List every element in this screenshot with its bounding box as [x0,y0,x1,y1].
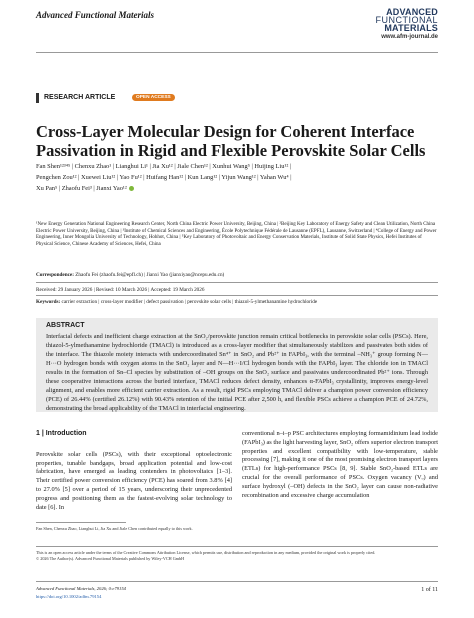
copyright-text: © 2026 The Author(s). Advanced Functional Materials published by Wiley-VCH GmbH [36,555,185,561]
logo-line-2: FUNCTIONAL [375,15,438,25]
footer-doi-link[interactable]: https://doi.org/10.1002/adfm.79154 [36,594,102,599]
license-text: This is an open access article under the terms of the Creative Commons Attribution License, which permits use, distribution and reproduction in any medium, provided the original work is properly cited. [36,550,376,555]
authors-line-3-text: Xu Pan⁵ | Zhaofu Fei³ | Jianxi Yao¹² [36,185,127,192]
equal-contribution-note: Fan Shen, Chenxu Zhao, Lianghui Li, Jia Xu and Jiale Chen contributed equally to this work. [36,526,193,531]
abstract-box [36,318,438,412]
article-type: RESEARCH ARTICLE [44,94,116,101]
header-rule [36,52,438,53]
journal-url[interactable]: www.afm-journal.de [381,34,438,40]
footnote-rule [36,522,126,523]
keywords-text: carrier extraction | cross-layer modifier | defect passivation | perovskite solar cells | thiazol-5-ylmethanamine hydrochloride [61,299,318,305]
correspondence [36,272,224,278]
authors-line-1: Fan Shen¹²³⁴⁵ | Chenxu Zhao¹ | Lianghui Li¹ | Jia Xu¹² | Jiale Chen¹² | Xunhui Wang⁵ | Huijing Liu¹² | [36,163,292,170]
intro-column-1 [36,430,232,512]
article-title: Cross-Layer Molecular Design for Coherent Interface Passivation in Rigid and Flexible Perovskite Solar Cells [36,122,426,160]
authors-line-2: Pengchen Zou¹² | Xuewei Liu¹² | Yao Fu¹² | Huifang Han¹² | Kun Lang¹² | Yijun Wang¹² | Yahan Wu⁴ | [36,174,292,181]
intro-text-2: conventional n–i–p PSC architectures employing formamidinium lead iodide (FAPbI₃) as the light harvesting layer, SnO₂ offers superior electron transport properties and excellent compatibility with low-temperature, stable processing [7], making it one of the most promising electron transport layers (ETLs) for high-performance PSCs [8, 9]. Stable SnO₂-based ETLs are crucial for the overall performance of PSCs. Oxygen vacancy (Vₒ) and surface hydroxyl (–OH) defects in the SnO₂ layer can cause non-radiative recombination and excessive charge accumulation [242,430,438,499]
abstract-heading: ABSTRACT [46,322,85,329]
affiliations: ¹New Energy Generation National Engineering Research Center, North China Electric Power University, Beijing, China | ²Beijing Key Laboratory of Energy Safety and Clean Utilization, North China Electric Power University, Beijing, China | ³Institute of Chemical Sciences and Engineering, École Polytechnique Fédérale de Lausanne (EPFL), Lausanne, Switzerland | ⁴College of Energy and Power Engineering, Inner Mongolia University of Technology, Hohhot, China | ⁵Key Laboratory of Photovoltaic and Energy Conservation Materials, Institute of Solid State Physics, Hefei Institutes of Physical Science, Chinese Academy of Sciences, Hefei, China [36,222,437,247]
intro-text-1: Perovskite solar cells (PSCs), with their exceptional optoelectronic properties, tunable bandgaps, broad application potential and low-cost fabrication, have emerged as leading contenders in photovoltaics [1–3]. Their certified power conversion efficiency (PCE) has soared from 3.8% [4] to 27.0% [5] over a period of 15 years, underscoring their unprecedented progress and positioning them as the fastest-evolving solar technology to date [6]. In [36,450,232,511]
intro-column-2 [242,430,438,500]
correspondence-text: Zhaofu Fei (zhaofu.fei@epfl.ch) | Jianxi Yao (jianxiyao@ncepu.edu.cn) [75,272,225,278]
authors-line-3 [36,183,440,194]
footer-rule [36,581,438,582]
logo-line-1: ADVANCED [386,7,438,17]
keywords [36,299,317,305]
article-type-bar [36,93,39,103]
article-dates: Received: 29 January 2026 | Revised: 10 March 2026 | Accepted: 19 March 2026 [36,287,205,293]
section-heading: 1 | Introduction [36,430,87,437]
author-list [36,161,440,194]
footer-citation: Advanced Functional Materials, 2026; 0:e79154 [36,586,126,591]
abstract-text: Interfacial defects and inefficient charge extraction at the SnO₂/perovskite junction remain critical bottlenecks in perovskite solar cells (PSCs). Here, thiazol-5-ylmethanamine hydrochloride (TMACl) is introduced as a cross-layer modifier that simultaneously stabilizes and passivates both sides of the interface. The thiazole moiety interacts with undercoordinated Sn⁴⁺ in SnO₂ and Pb²⁺ in FAPbI₃, with the terminal –NH₃⁺ group forming N—H···O hydrogen bonds with oxygen atoms in the SnO₂ layer and N—H···I/Cl hydrogen bonds with the FAPbI₃ layer. The chloride ion in TMACl results in the formation of Sn–Cl species by substitution of –OH groups on the SnO₂ surface and passivates undercoordinated Pb²⁺ ions. Through these cooperative interactions across the buried interface, TMACl reduces defect density, enhances α-FAPbI₃ crystallinity, improves energy-level alignment, and enables more efficient carrier extraction. As a result, rigid PSCs employing TMACl deliver a champion power conversion efficiency (PCE) of 26.44% (certified 26.12%) with 90.43% retention of the initial PCE after 2,500 h, and flexible PSCs achieve a champion PCE of 24.72%, demonstrating the broad applicability of the TMACl in interfacial engineering. [46,333,428,412]
meta-rule-2 [36,295,438,296]
correspondence-label: Correspondence: [36,272,74,278]
journal-name: Advanced Functional Materials [36,10,155,20]
keywords-label: Keywords: [36,299,61,305]
logo-line-3: MATERIALS [384,23,438,33]
orcid-icon[interactable] [129,186,134,191]
meta-rule-1 [36,282,438,283]
license-rule [36,546,438,547]
journal-logo [375,8,438,41]
page-number: 1 of 11 [421,587,438,593]
open-access-badge: OPEN ACCESS [132,94,175,101]
license-note [36,550,438,561]
